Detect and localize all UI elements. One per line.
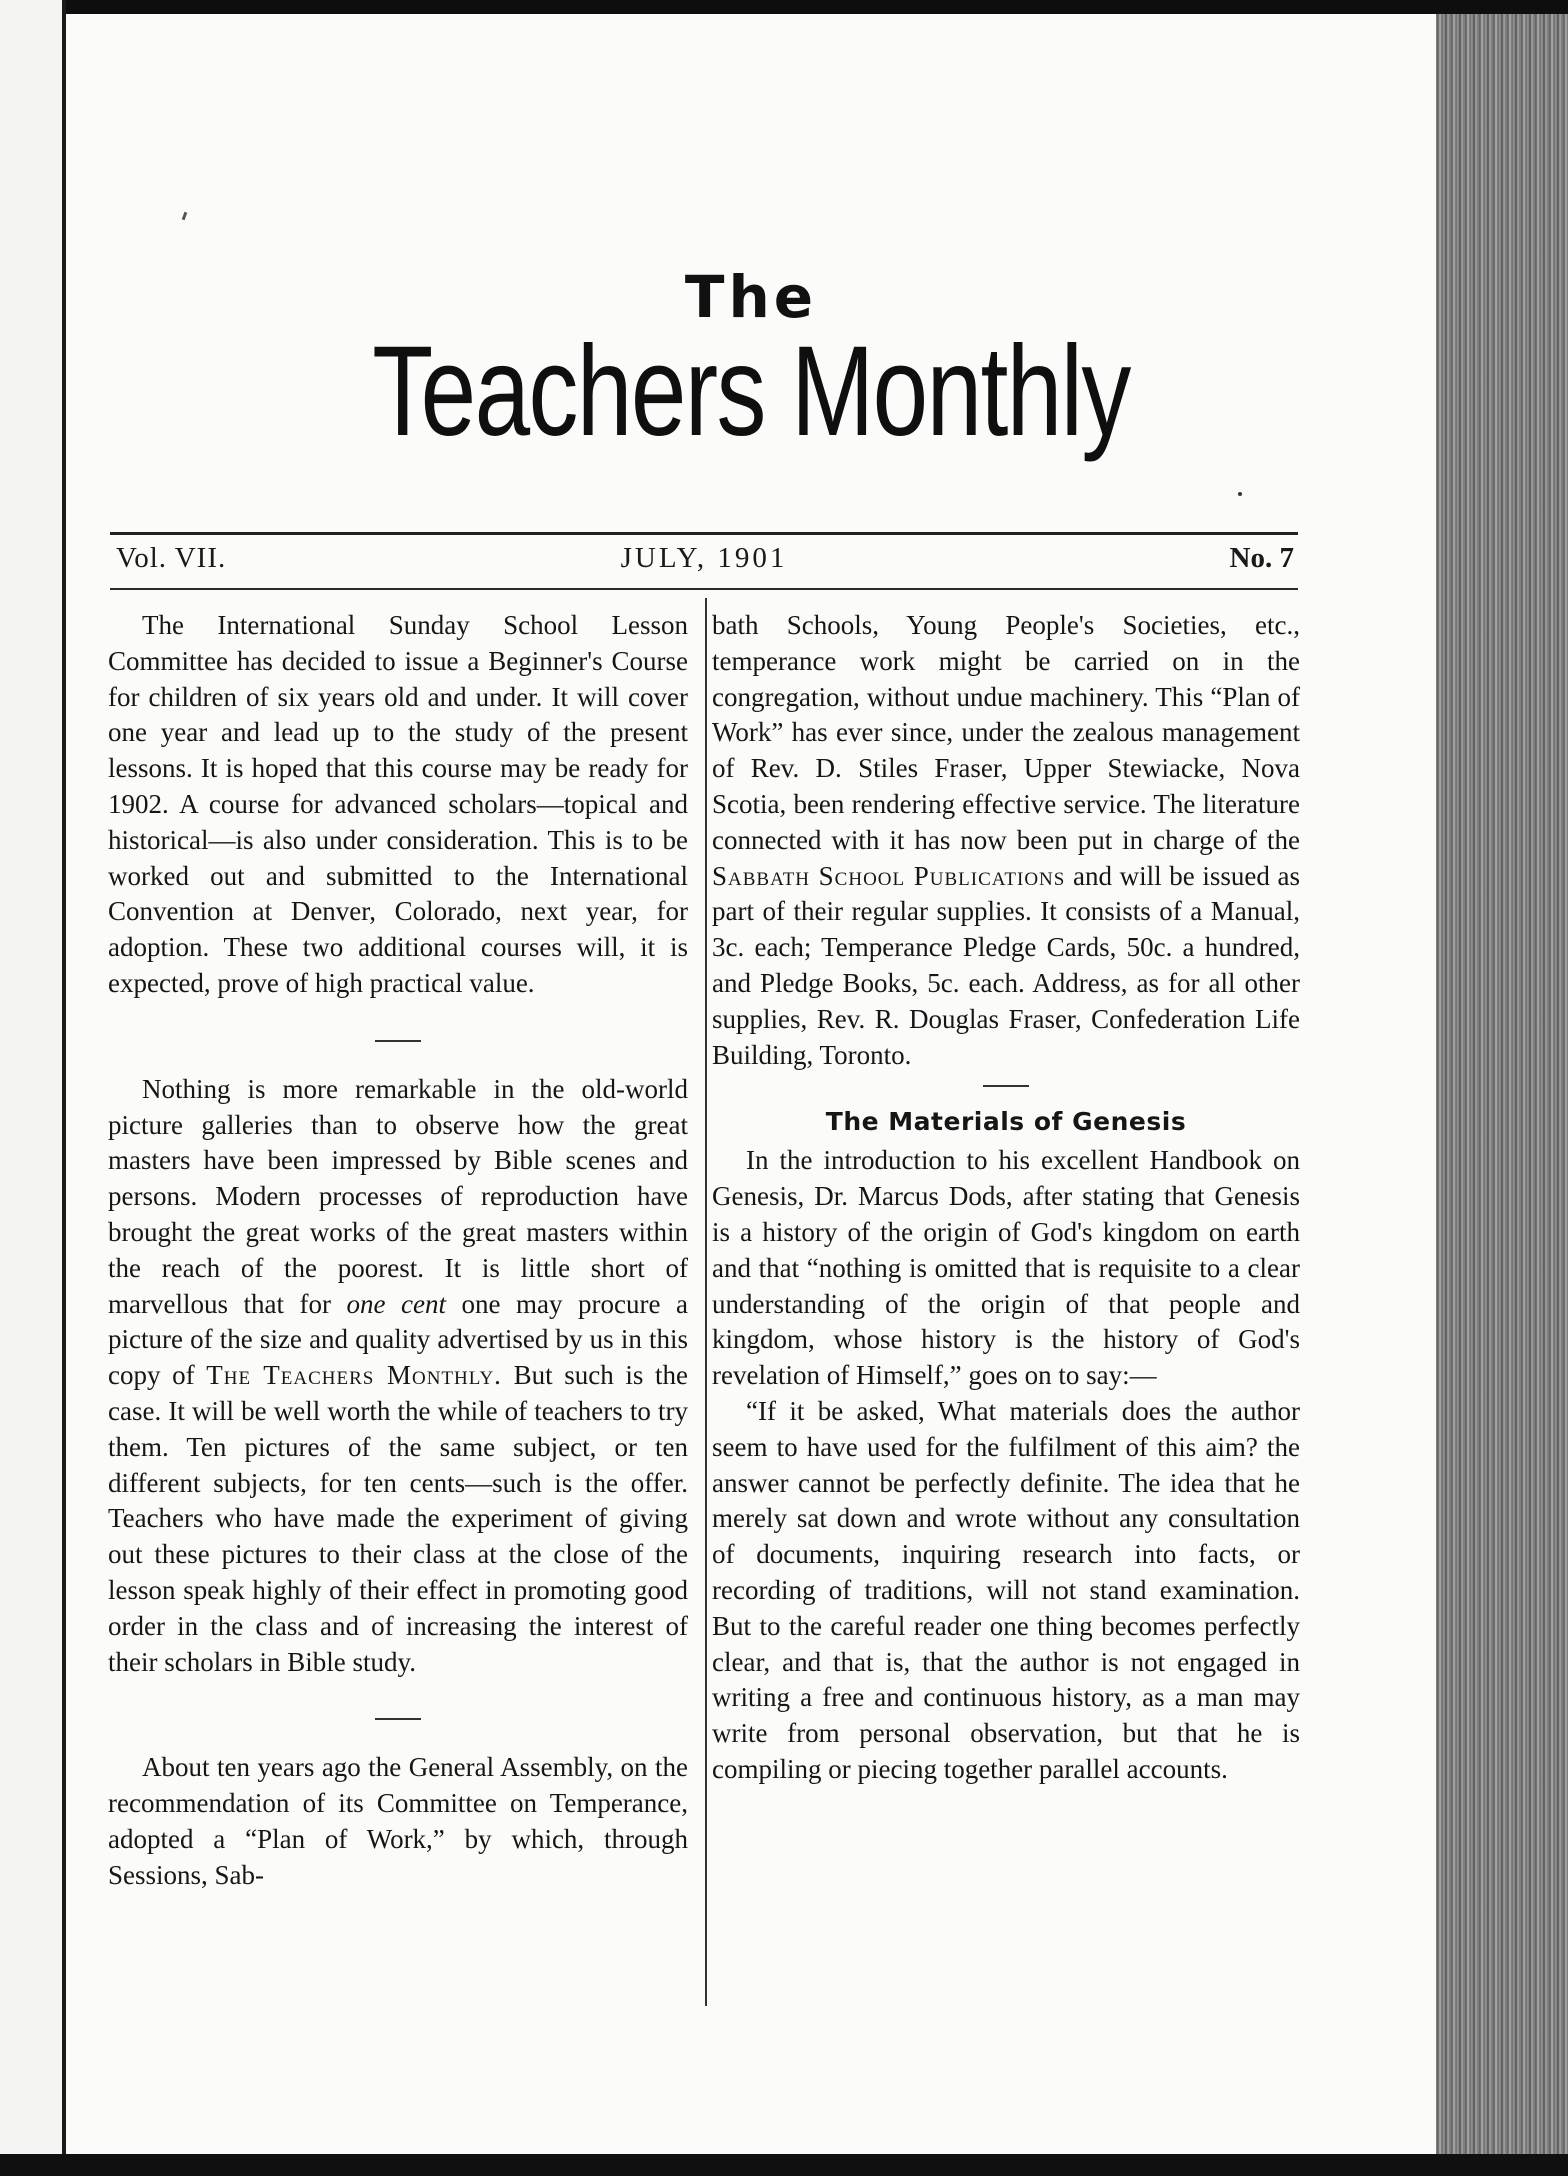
issue-number: No. 7 [1229,542,1294,574]
facing-page-edge [0,0,66,2176]
issue-volume: Vol. VII. [116,542,227,574]
scan-bottom-band [0,2154,1568,2176]
masthead [66,262,1436,462]
paragraph-plan-of-work [712,608,1300,1073]
masthead-title: Teachers Monthly [372,320,1130,463]
header-rule-bottom [110,588,1298,590]
right-column [712,608,1300,1788]
stray-ink-dot [1238,492,1242,496]
section-rule [375,1040,421,1042]
section-rule [375,1718,421,1720]
paragraph-genesis-quote: “If it be asked, What materials does the author seem to have used for the fulfilment of this aim? the answer cannot be perfectly definite. The idea that he merely sat down and wrote without any consultation of documents, inquiring research into facts, or recording of traditions, will not stand examination. But to the careful reader one thing becomes perfectly clear, and that is, that the author is not engaged in writing a free and continuous history, as a man may write from personal observation, but that he is compiling or piecing together parallel accounts. [712,1395,1300,1784]
paragraph-picture-galleries [108,1072,688,1681]
publisher-name: Sabbath School Publications [712,860,1066,891]
paragraph-genesis-intro: In the introduction to his excellent Handbook on Genesis, Dr. Marcus Dods, after stating that Genesis is a history of the origin of God's kingdom on earth and that “nothing is omitted that is requisite to a clear understanding of the origin of that people and kingdom, whose history is the history of God's revelation of Himself,” goes on to say:— [712,1145,1300,1391]
book-page-edges [1436,14,1568,2154]
paragraph-text: bath Schools, Young People's Societies, etc., temperance work might be carried on in the congregation, without undue machinery. This “Plan of Work” has ever since, under the zealous management of Rev. D. Stiles Fraser, Upper Stewiacke, Nova Scotia, been rendering effective service. The literature connected with it has now been put in charge of the [712,610,1300,855]
paragraph-text: and will be issued as part of their regular supplies. It consists of a Manual, 3c. each; Temperance Pledge Cards, 50c. a hundred, and Pledge Books, 5c. each. Address, as for all other supplies, Rev. R. Douglas Fraser, Confederation Life Building, Toronto. [712,860,1300,1070]
paragraph-general-assembly: About ten years ago the General Assembly, on the recommendation of its Committee on Temperance, adopted a “Plan of Work,” by which, through Sessions, Sab- [108,1752,688,1890]
header-rule-top [110,532,1298,535]
paragraph-text: Nothing is more remarkable in the old-world picture galleries than to observe how the great masters have been impressed by Bible scenes and persons. Modern processes of reproduction have brought the great works of the great masters within the reach of the poorest. It is little short of marvellous that for [108,1073,688,1319]
publication-name: The Teachers Monthly. [206,1360,502,1391]
issue-line [110,542,1298,582]
paragraph-lesson-committee: The International Sunday School Lesson Committee has decided to issue a Beginner's Course for children of six years old and under. It will cover one year and lead up to the study of the present lessons. It is hoped that this course may be ready for 1902. A course for advanced scholars—topical and historical—is also under consideration. This is to be worked out and submitted to the International Convention at Denver, Colorado, next year, for adoption. These two additional courses will, it is expected, prove of high practical value. [108,610,688,998]
left-column [108,608,688,1894]
section-heading-genesis: The Materials of Genesis [825,1107,1187,1137]
masthead-the: The [684,263,818,331]
section-rule [983,1085,1029,1087]
column-divider [705,598,707,2006]
issue-date: JULY, 1901 [620,542,788,574]
paragraph-text: But such is the case. It will be well worth the while of teachers to try them. Ten pictures of the same subject, or ten different subjects, for ten cents—such is the offer. Teachers who have made the experiment of giving out these pictures to their class at the close of the lesson speak highly of their effect in promoting good order in the class and of increasing the interest of their scholars in Bible study. [108,1360,689,1677]
paragraph-text: one may procure a picture of the size and quality advertised by us in this copy of [108,1288,688,1391]
emphasis-one-cent: one cent [346,1288,446,1319]
